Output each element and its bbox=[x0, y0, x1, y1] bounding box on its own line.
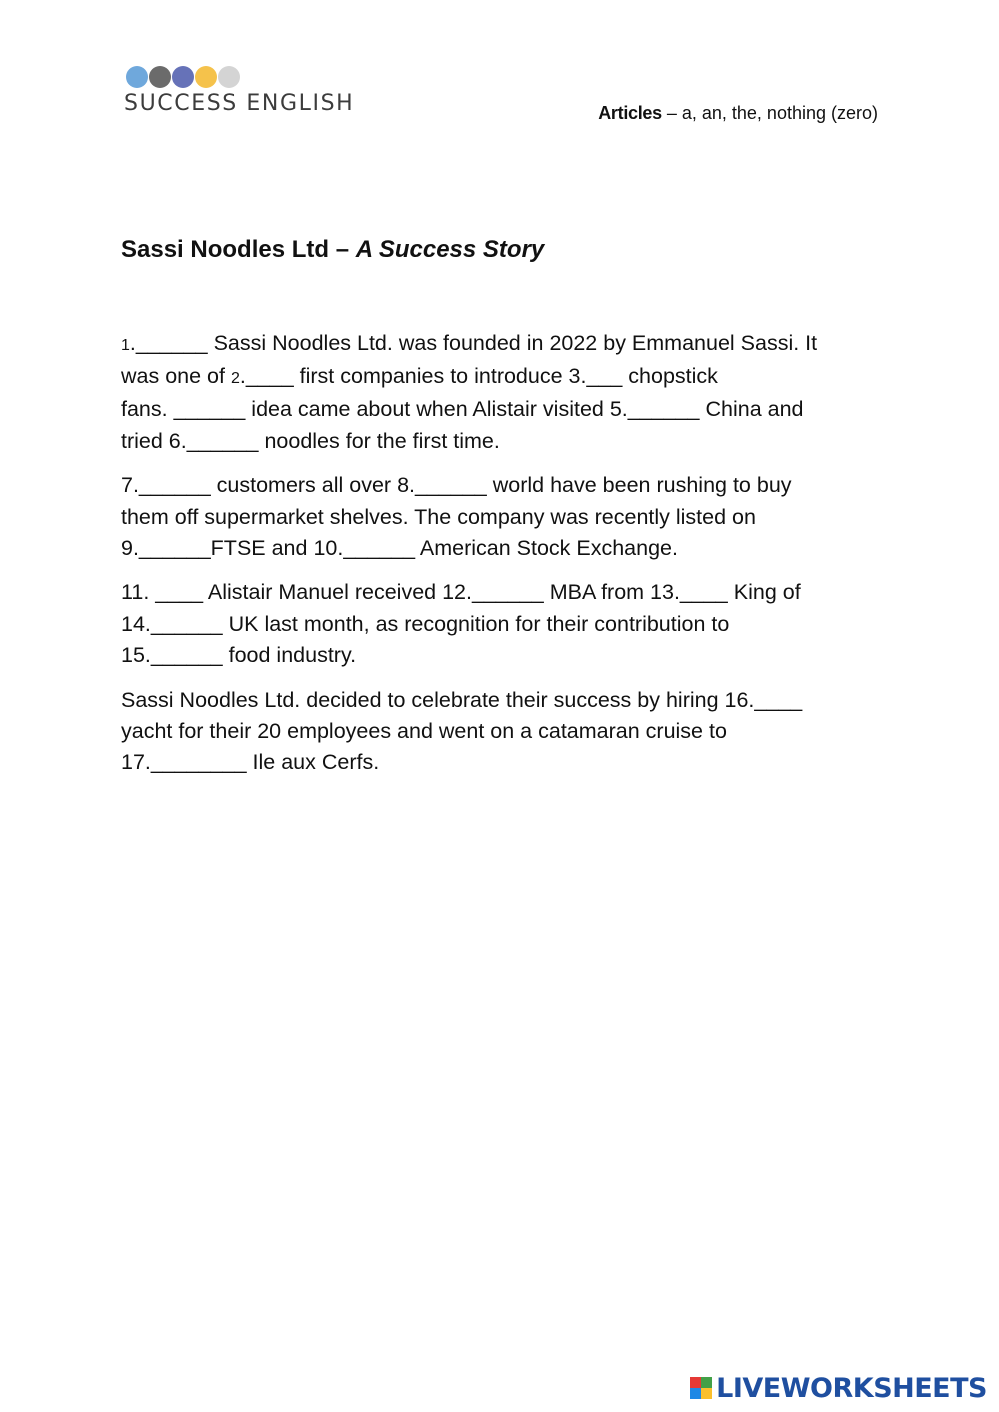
item-number: 1 bbox=[121, 337, 130, 354]
text-line bbox=[121, 361, 881, 394]
logo-dot bbox=[126, 66, 148, 88]
text-line: Sassi Noodles Ltd. decided to celebrate their success by hiring 16.____ bbox=[121, 687, 803, 712]
text-line: 7.______ customers all over 8.______ world have been rushing to buy bbox=[121, 473, 792, 498]
success-english-logo bbox=[124, 64, 374, 124]
logo-dot bbox=[195, 66, 217, 88]
text-line: fans. ______ idea came about when Alistair visited 5.______ China and bbox=[121, 397, 804, 422]
brand-text: LIVEWORKSHEETS bbox=[716, 1372, 987, 1404]
text-line bbox=[121, 328, 881, 361]
logo-dot bbox=[218, 66, 240, 88]
text-line: 15.______ food industry. bbox=[121, 642, 357, 667]
text-line: 11. ____ Alistair Manuel received 12.______ MBA from 13.____ King of bbox=[121, 580, 801, 605]
paragraph-2 bbox=[121, 470, 881, 564]
liveworksheets-icon bbox=[690, 1377, 712, 1399]
liveworksheets-brand bbox=[690, 1371, 987, 1405]
line-text: was one of bbox=[121, 364, 231, 389]
text-line: yacht for their 20 employees and went on a catamaran cruise to bbox=[121, 718, 727, 743]
brand-icon-square bbox=[701, 1377, 712, 1388]
text-line: them off supermarket shelves. The company was recently listed on bbox=[121, 504, 756, 529]
brand-icon-square bbox=[701, 1388, 712, 1399]
topic-line bbox=[598, 103, 878, 124]
paragraph-4 bbox=[121, 685, 881, 779]
text-line: 14.______ UK last month, as recognition for their contribution to bbox=[121, 611, 730, 636]
title-main: Sassi Noodles Ltd – bbox=[121, 236, 356, 263]
text-line: 17.________ Ile aux Cerfs. bbox=[121, 749, 380, 774]
document-title bbox=[121, 236, 544, 264]
title-subtitle: A Success Story bbox=[355, 236, 545, 263]
topic-rest: – a, an, the, nothing (zero) bbox=[661, 103, 878, 123]
paragraph-3 bbox=[121, 577, 881, 671]
topic-word: Articles bbox=[598, 103, 662, 123]
logo-dot bbox=[172, 66, 194, 88]
worksheet-body bbox=[121, 328, 881, 792]
logo-dot bbox=[149, 66, 171, 88]
text-line: 9.______FTSE and 10.______ American Stock Exchange. bbox=[121, 535, 678, 560]
logo-text: SUCCESS ENGLISH bbox=[124, 91, 355, 116]
line-text: .______ Sassi Noodles Ltd. was founded in 2022 by Emmanuel Sassi. It bbox=[129, 331, 818, 355]
brand-icon-square bbox=[690, 1388, 701, 1399]
item-number: 2 bbox=[230, 370, 240, 388]
line-text: .____ first companies to introduce 3.___ chopstick bbox=[239, 364, 718, 389]
brand-icon-square bbox=[690, 1377, 701, 1388]
paragraph-1 bbox=[121, 328, 881, 457]
text-line: tried 6.______ noodles for the first time. bbox=[121, 428, 500, 453]
